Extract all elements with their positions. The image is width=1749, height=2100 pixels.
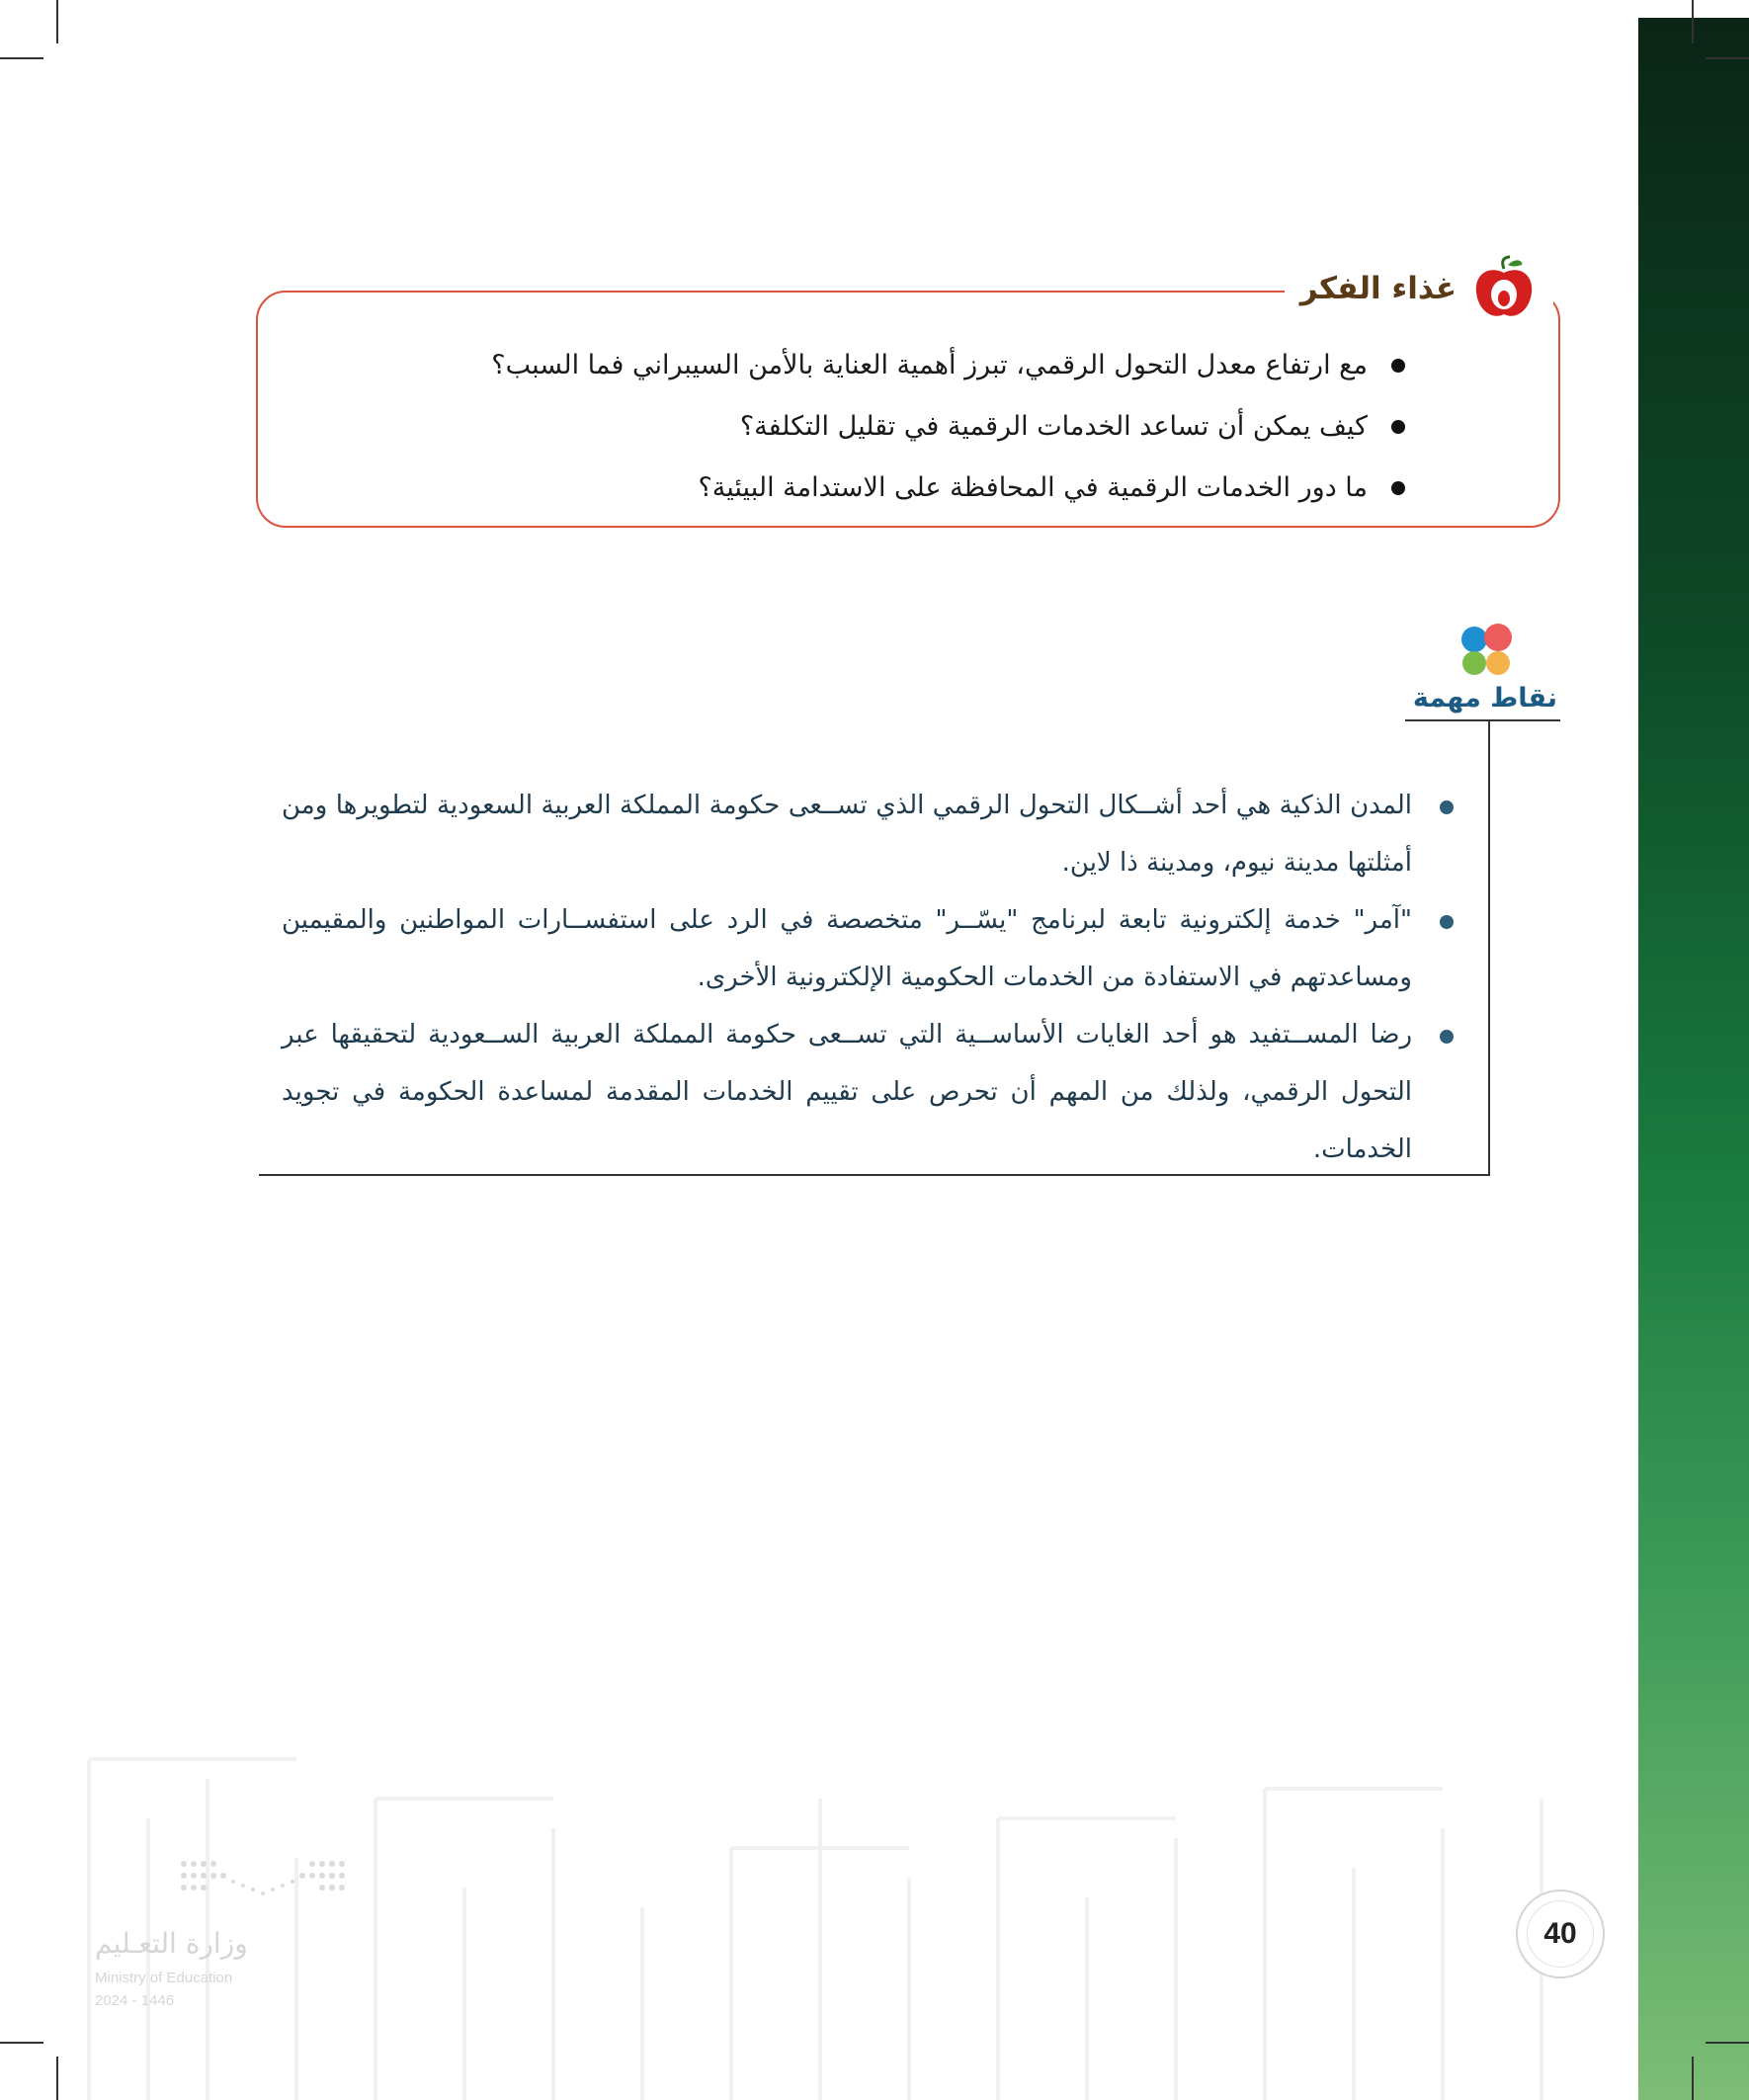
list-item: "آمر" خدمة إلكترونية تابعة لبرنامج "يسّــر" متخصصة في الرد على استفســارات المواطنين والمقيمين ومساعدتهم في الاستفادة من الخدمات الحكومية الإلكترونية الأخرى. [282,891,1454,1006]
important-points-title: نقاط مهمة [1412,683,1557,714]
ministry-dots-icon [174,1856,352,1905]
crop-mark [0,57,43,59]
crop-mark [1692,2057,1694,2100]
page-number: 40 [1527,1900,1594,1968]
crop-mark [1692,0,1694,43]
ministry-name-arabic: وزارة التعـليم [95,1927,248,1960]
side-color-band [1638,18,1749,2100]
crop-mark [1706,57,1749,59]
divider [1488,719,1490,1176]
crop-mark [1706,2042,1749,2044]
important-points-header [1403,618,1561,726]
crop-mark [56,0,58,43]
food-for-thought-header [1285,259,1553,318]
important-points-list [282,777,1454,1178]
list-item: كيف يمكن أن تساعد الخدمات الرقمية في تقليل التكلفة؟ [318,402,1405,463]
apple-icon [1470,255,1538,322]
list-item: مع ارتفاع معدل التحول الرقمي، تبرز أهمية العناية بالأمن السيبراني فما السبب؟ [318,341,1405,402]
flower-icon [1453,618,1522,687]
page-number-badge [1516,1890,1605,1978]
divider [1405,719,1560,721]
list-item: ما دور الخدمات الرقمية في المحافظة على الاستدامة البيئية؟ [318,463,1405,525]
list-item: رضا المســتفيد هو أحد الغايات الأساســية التي تســعى حكومة المملكة العربية الســعودية لتحقيقها عبر التحول الرقمي، ولذلك من المهم أن تحرص على تقييم الخدمات المقدمة لمساعدة الحكومة في تجويد الخدمات. [282,1006,1454,1178]
food-for-thought-title: غذاء الفكر [1299,271,1457,306]
list-item: المدن الذكية هي أحد أشــكال التحول الرقمي الذي تســعى حكومة المملكة العربية السعودية لتطويرها ومن أمثلتها مدينة نيوم، ومدينة ذا لاين. [282,777,1454,891]
ministry-name-english: Ministry of Education [95,1970,233,1986]
ministry-logo [95,1856,352,2014]
ministry-year: 2024 - 1446 [95,1992,175,2009]
food-for-thought-list [318,341,1405,525]
